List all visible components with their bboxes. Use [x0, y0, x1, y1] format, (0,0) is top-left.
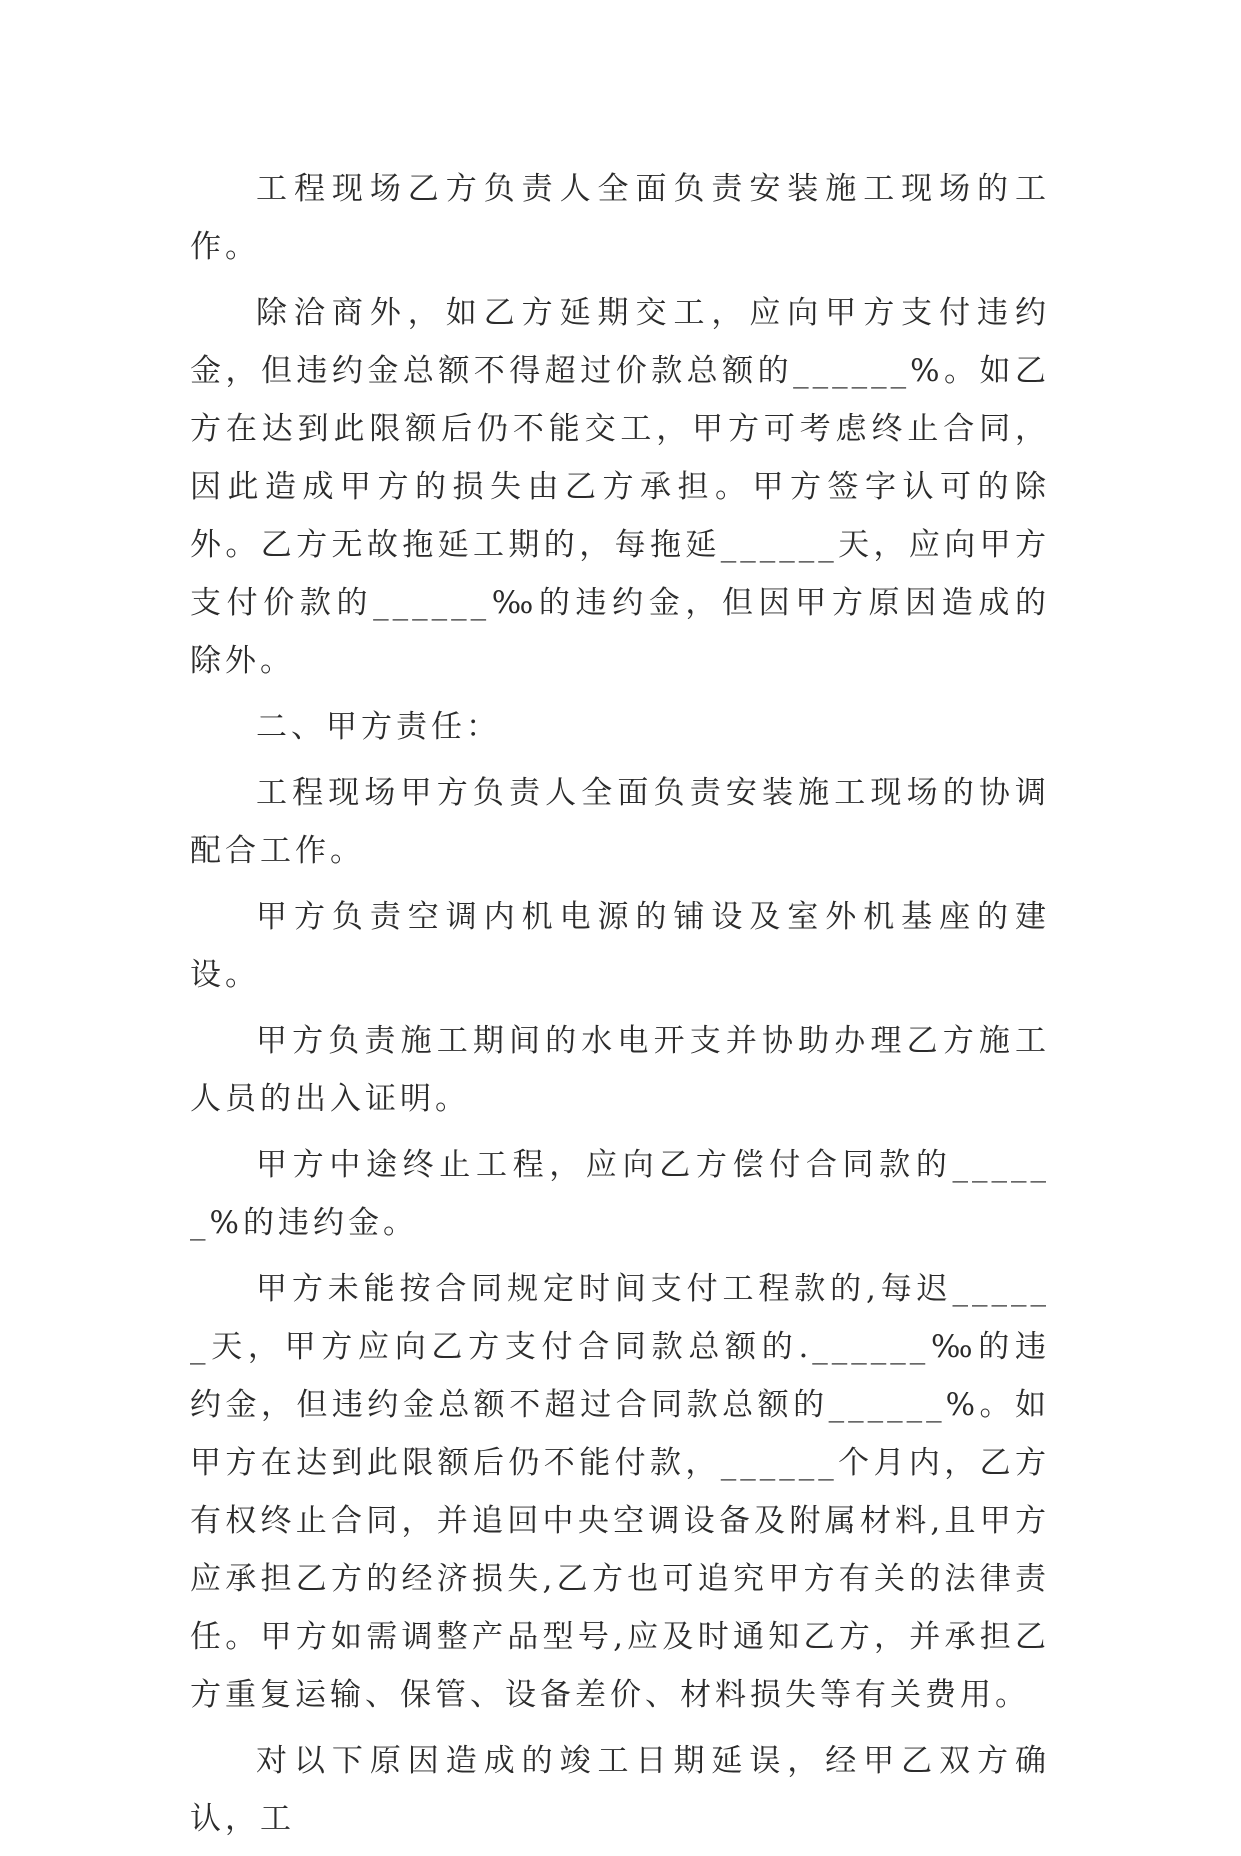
paragraph-power-and-base: 甲方负责空调内机电源的铺设及室外机基座的建设。 — [190, 899, 1050, 993]
paragraph-contractor-site-lead: 工程现场乙方负责人全面负责安装施工现场的工作。 — [190, 171, 1050, 265]
paragraph-contractor-delay-penalty: 除洽商外，如乙方延期交工，应向甲方支付违约金，但违约金总额不得超过价款总额的______%。如乙方在达到此限额后仍不能交工，甲方可考虑终止合同，因此造成甲方的损失由乙方承担。甲方签字认可的除外。乙方无故拖延工期的，每拖延______天，应向甲方支付价款的______‰的违约金，但因甲方原因造成的除外。 — [190, 295, 1050, 679]
paragraph-payment-delay-penalty: 甲方未能按合同规定时间支付工程款的,每迟______天，甲方应向乙方支付合同款总额的.______‰的违约金，但违约金总额不超过合同款总额的______%。如甲方在达到此限额后仍不能付款，______个月内，乙方有权终止合同，并追回中央空调设备及附属材料,且甲方应承担乙方的经济损失,乙方也可追究甲方有关的法律责任。甲方如需调整产品型号,应及时通知乙方，并承担乙方重复运输、保管、设备差价、材料损失等有关费用。 — [190, 1271, 1050, 1713]
paragraph-party-a-site-lead: 工程现场甲方负责人全面负责安装施工现场的协调配合工作。 — [190, 775, 1050, 869]
paragraph-completion-delay: 对以下原因造成的竣工日期延误，经甲乙双方确认，工 — [190, 1743, 1050, 1837]
paragraph-utilities-and-passes: 甲方负责施工期间的水电开支并协助办理乙方施工人员的出入证明。 — [190, 1023, 1050, 1117]
document-body — [190, 160, 1050, 1856]
paragraph-termination-penalty: 甲方中途终止工程，应向乙方偿付合同款的______%的违约金。 — [190, 1147, 1050, 1241]
section-heading-party-a-duties: 二、甲方责任： — [256, 709, 501, 745]
